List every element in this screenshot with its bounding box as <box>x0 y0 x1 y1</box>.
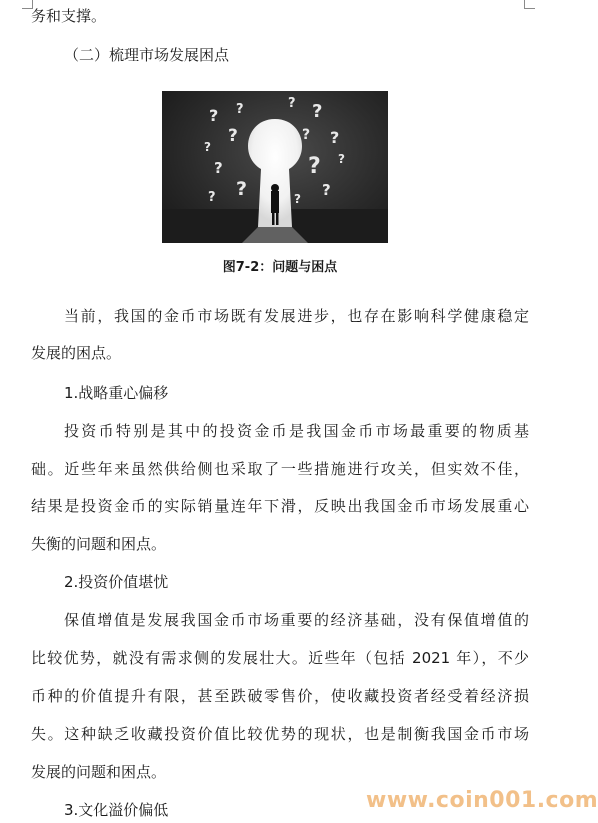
svg-text:?: ? <box>302 127 311 143</box>
sec1-line-4: 失衡的问题和困点。 <box>31 535 167 553</box>
subheading-2: 2.投资价值堪忧 <box>64 573 169 591</box>
svg-text:?: ? <box>294 192 301 206</box>
sec2-line-4: 失。这种缺乏收藏投资价值比较优势的现状，也是制衡我国金币市场 <box>31 725 529 743</box>
figure-caption: 图7-2：问题与困点 <box>222 260 338 275</box>
page-corner-mark-right <box>524 0 535 9</box>
subheading-1: 1.战略重心偏移 <box>64 384 169 402</box>
svg-text:?: ? <box>308 154 321 179</box>
section-heading: （二）梳理市场发展困点 <box>64 46 230 64</box>
svg-text:?: ? <box>236 102 244 117</box>
keyhole-illustration <box>162 91 388 243</box>
sec1-line-1: 投资币特别是其中的投资金币是我国金币市场最重要的物质基 <box>64 422 529 440</box>
svg-text:?: ? <box>330 128 340 147</box>
sec1-line-2: 础。近些年来虽然供给侧也采取了一些措施进行攻关，但实效不佳， <box>31 460 529 478</box>
svg-text:?: ? <box>228 126 238 146</box>
intro-line-1: 当前，我国的金币市场既有发展进步，也存在影响科学健康稳定 <box>64 307 529 325</box>
svg-text:?: ? <box>322 181 331 199</box>
svg-text:?: ? <box>338 152 345 166</box>
sec2-line-3: 币种的价值提升有限，甚至跌破零售价，使收藏投资者经受着经济损 <box>31 687 529 705</box>
svg-text:?: ? <box>288 96 296 111</box>
svg-text:?: ? <box>236 178 248 200</box>
svg-text:?: ? <box>208 190 216 205</box>
svg-text:?: ? <box>204 140 211 154</box>
sec1-line-3: 结果是投资金币的实际销量连年下滑，反映出我国金币市场发展重心 <box>31 497 529 515</box>
intro-line-2: 发展的困点。 <box>31 344 122 362</box>
site-watermark: www.coin001.com <box>366 788 598 813</box>
svg-text:?: ? <box>209 106 219 125</box>
subheading-3: 3.文化溢价偏低 <box>64 801 169 819</box>
sec2-line-2: 比较优势，就没有需求侧的发展壮大。近些年（包括 2021 年），不少 <box>31 649 529 667</box>
svg-text:?: ? <box>214 159 223 177</box>
svg-text:?: ? <box>312 101 323 122</box>
paragraph-tail: 务和支撑。 <box>31 7 107 25</box>
sec2-line-5: 发展的问题和困点。 <box>31 763 167 781</box>
sec2-line-1: 保值增值是发展我国金币市场重要的经济基础，没有保值增值的 <box>64 611 529 629</box>
